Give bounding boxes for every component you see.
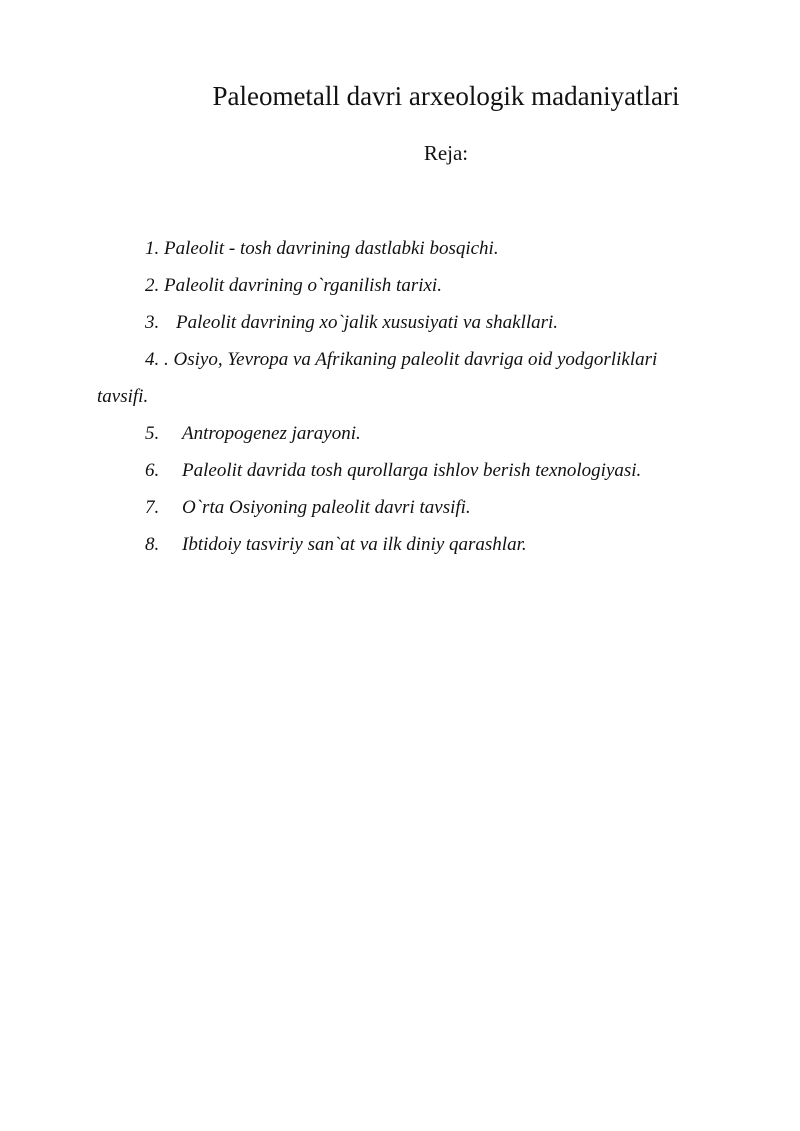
item-number: 1. (145, 238, 160, 259)
item-number: 4. (145, 349, 160, 370)
item-text: Paleolit - tosh davrining dastlabki bosqichi. (164, 238, 499, 259)
list-item (0, 232, 800, 266)
item-number: 8. (145, 534, 160, 555)
list-item (0, 454, 800, 488)
item-number: 3. (145, 312, 160, 333)
plan-heading: Reja: (423, 141, 469, 165)
item-text: Antropogenez jarayoni. (182, 423, 361, 444)
item-number: 7. (145, 497, 160, 518)
list-item (0, 269, 800, 303)
item-text: . Osiyo, Yevropa va Afrikaning paleolit davriga oid yodgorliklari (164, 349, 658, 370)
item-text: Ibtidoiy tasviriy san`at va ilk diniy qarashlar. (182, 534, 527, 555)
list-item (0, 417, 800, 451)
list-item (0, 343, 800, 407)
item-text: Paleolit davrida tosh qurollarga ishlov berish texnologiyasi. (182, 460, 642, 481)
item-text: Paleolit davrining o`rganilish tarixi. (164, 275, 442, 296)
item-text: Paleolit davrining xo`jalik xususiyati va shakllari. (176, 312, 559, 333)
item-number: 2. (145, 275, 160, 296)
list-item (0, 306, 800, 340)
item-number: 5. (145, 423, 160, 444)
list-item (0, 528, 800, 562)
item-number: 6. (145, 460, 160, 481)
list-item (0, 491, 800, 525)
item-text: O`rta Osiyoning paleolit davri tavsifi. (182, 497, 471, 518)
page-title: Paleometall davri arxeologik madaniyatlari (212, 81, 680, 111)
item-text-continuation: tavsifi. (97, 386, 149, 407)
